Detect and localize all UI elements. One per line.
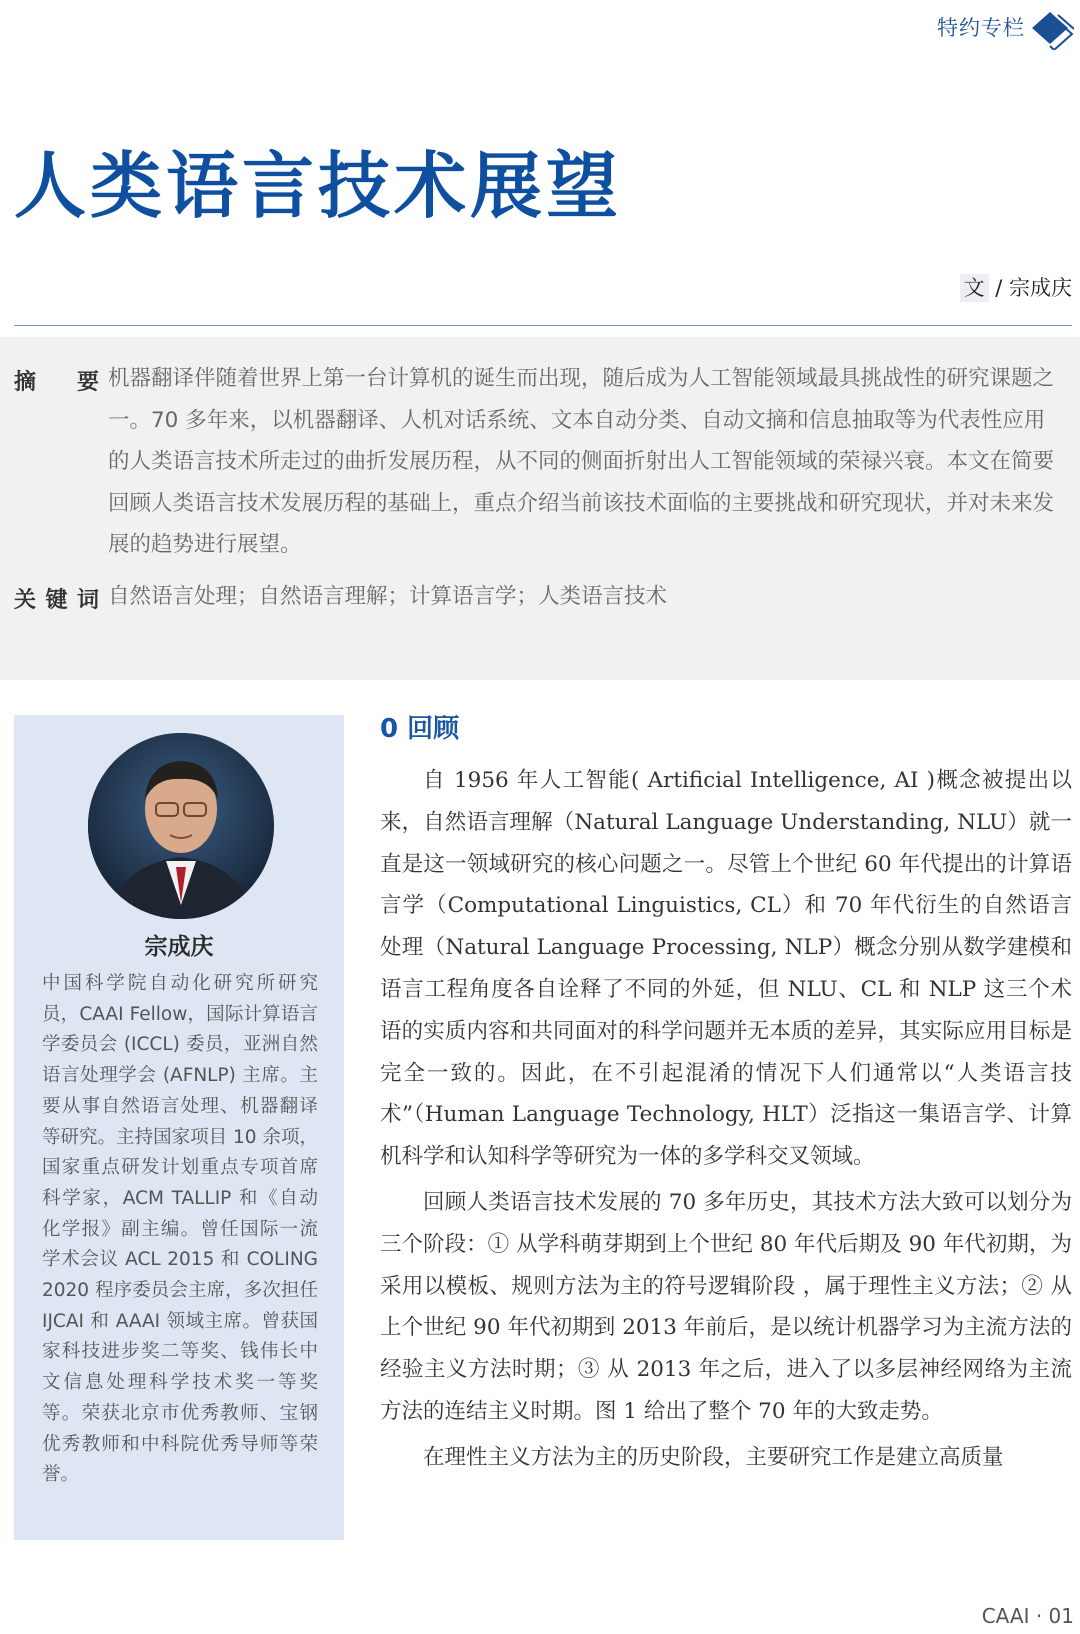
author-photo — [88, 733, 274, 919]
diamond-logo-icon — [1030, 10, 1074, 50]
abstract-label: 摘要 — [14, 370, 99, 395]
body-paragraph: 回顾人类语言技术发展的 70 多年历史，其技术方法大致可以划分为三个阶段：① 从学科萌芽期到上个世纪 80 年代后期及 90 年代初期，为采用以模板、规则方法为主的符号逻辑阶段 ，属于理性主义方法；② 从上个世纪 90 年代初期到 2013 年前后，是以统计机器学习为主流方法的经验主义方法时期；③ 从 2013 年之后，进入了以多层神经网络为主流方法的连结主义时期。图 1 给出了整个 70 年的大致走势。 — [380, 1189, 1072, 1424]
abstract-text: 机器翻译伴随着世界上第一台计算机的诞生而出现，随后成为人工智能领域最具挑战性的研究课题之一。70 多年来，以机器翻译、人机对话系统、文本自动分类、自动文摘和信息抽取等为代表性应用的人类语言技术所走过的曲折发展历程，从不同的侧面折射出人工智能领域的荣禄兴衰。本文在简要回顾人类语言技术发展历程的基础上，重点介绍当前该技术面临的主要挑战和研究现状，并对未来发展的趋势进行展望。 — [108, 366, 1055, 558]
author-separator: / — [988, 276, 1009, 300]
author-bio-panel — [14, 715, 344, 1540]
section-heading: 0 回顾 — [380, 714, 460, 744]
article-title: 人类语言技术展望 — [14, 144, 623, 228]
author-name: 宗成庆 — [1009, 276, 1072, 300]
article-body — [380, 712, 1072, 1479]
title-divider — [14, 325, 1072, 326]
keywords-text: 自然语言处理；自然语言理解；计算语言学；人类语言技术 — [108, 584, 668, 609]
author-byline — [960, 272, 1072, 302]
bio-name: 宗成庆 — [144, 934, 214, 960]
abstract-box — [0, 337, 1080, 680]
author-prefix: 文 — [960, 274, 989, 302]
keywords-label: 关键词 — [14, 588, 99, 613]
section-tag: 特约专栏 — [937, 16, 1025, 40]
body-paragraph: 在理性主义方法为主的历史阶段，主要研究工作是建立高质量 — [423, 1444, 1004, 1470]
bio-text: 中国科学院自动化研究所研究员，CAAI Fellow，国际计算语言学委员会 (ICCL) 委员，亚洲自然语言处理学会 (AFNLP) 主席。主要从事自然语言处理、机器翻译等研究。主持国家项目 10 余项，国家重点研发计划重点专项首席科学家，ACM TALLIP 和《自动化学报》副主编。曾任国际一流 学术会议 ACL 2015 和 COLING 2020 程序委员会主席，多次担任 IJCAI 和 AAAI 领域主席。曾获国家科技进步奖二等奖、钱伟长中文信息处理科学技术奖一等奖等。荣获北京市优秀教师、宝钢优秀教师和中科院优秀导师等荣誉。 — [42, 973, 318, 1486]
page-number: CAAI · 01 — [981, 1604, 1074, 1628]
body-paragraph: 自 1956 年人工智能( Artificial Intelligence, AI )概念被提出以来，自然语言理解（Natural Language Understanding, NLU）就一直是这一领域研究的核心问题之一。尽管上个世纪 60 年代提出的计算语言学（Computational Linguistics, CL）和 70 年代衍生的自然语言处理（Natural Language Processing, NLP）概念分别从数学建模和语言工程角度各自诠释了不同的外延，但 NLU、CL 和 NLP 这三个术语的实质内容和共同面对的科学问题并无本质的差异，其实际应用目标是完全一致的。因此，在不引起混淆的情况下人们通常以“人类语言技术”（Human Language Technology, HLT）泛指这一集语言学、计算机科学和认知科学等研究为一体的多学科交叉领域。 — [380, 768, 1072, 1170]
